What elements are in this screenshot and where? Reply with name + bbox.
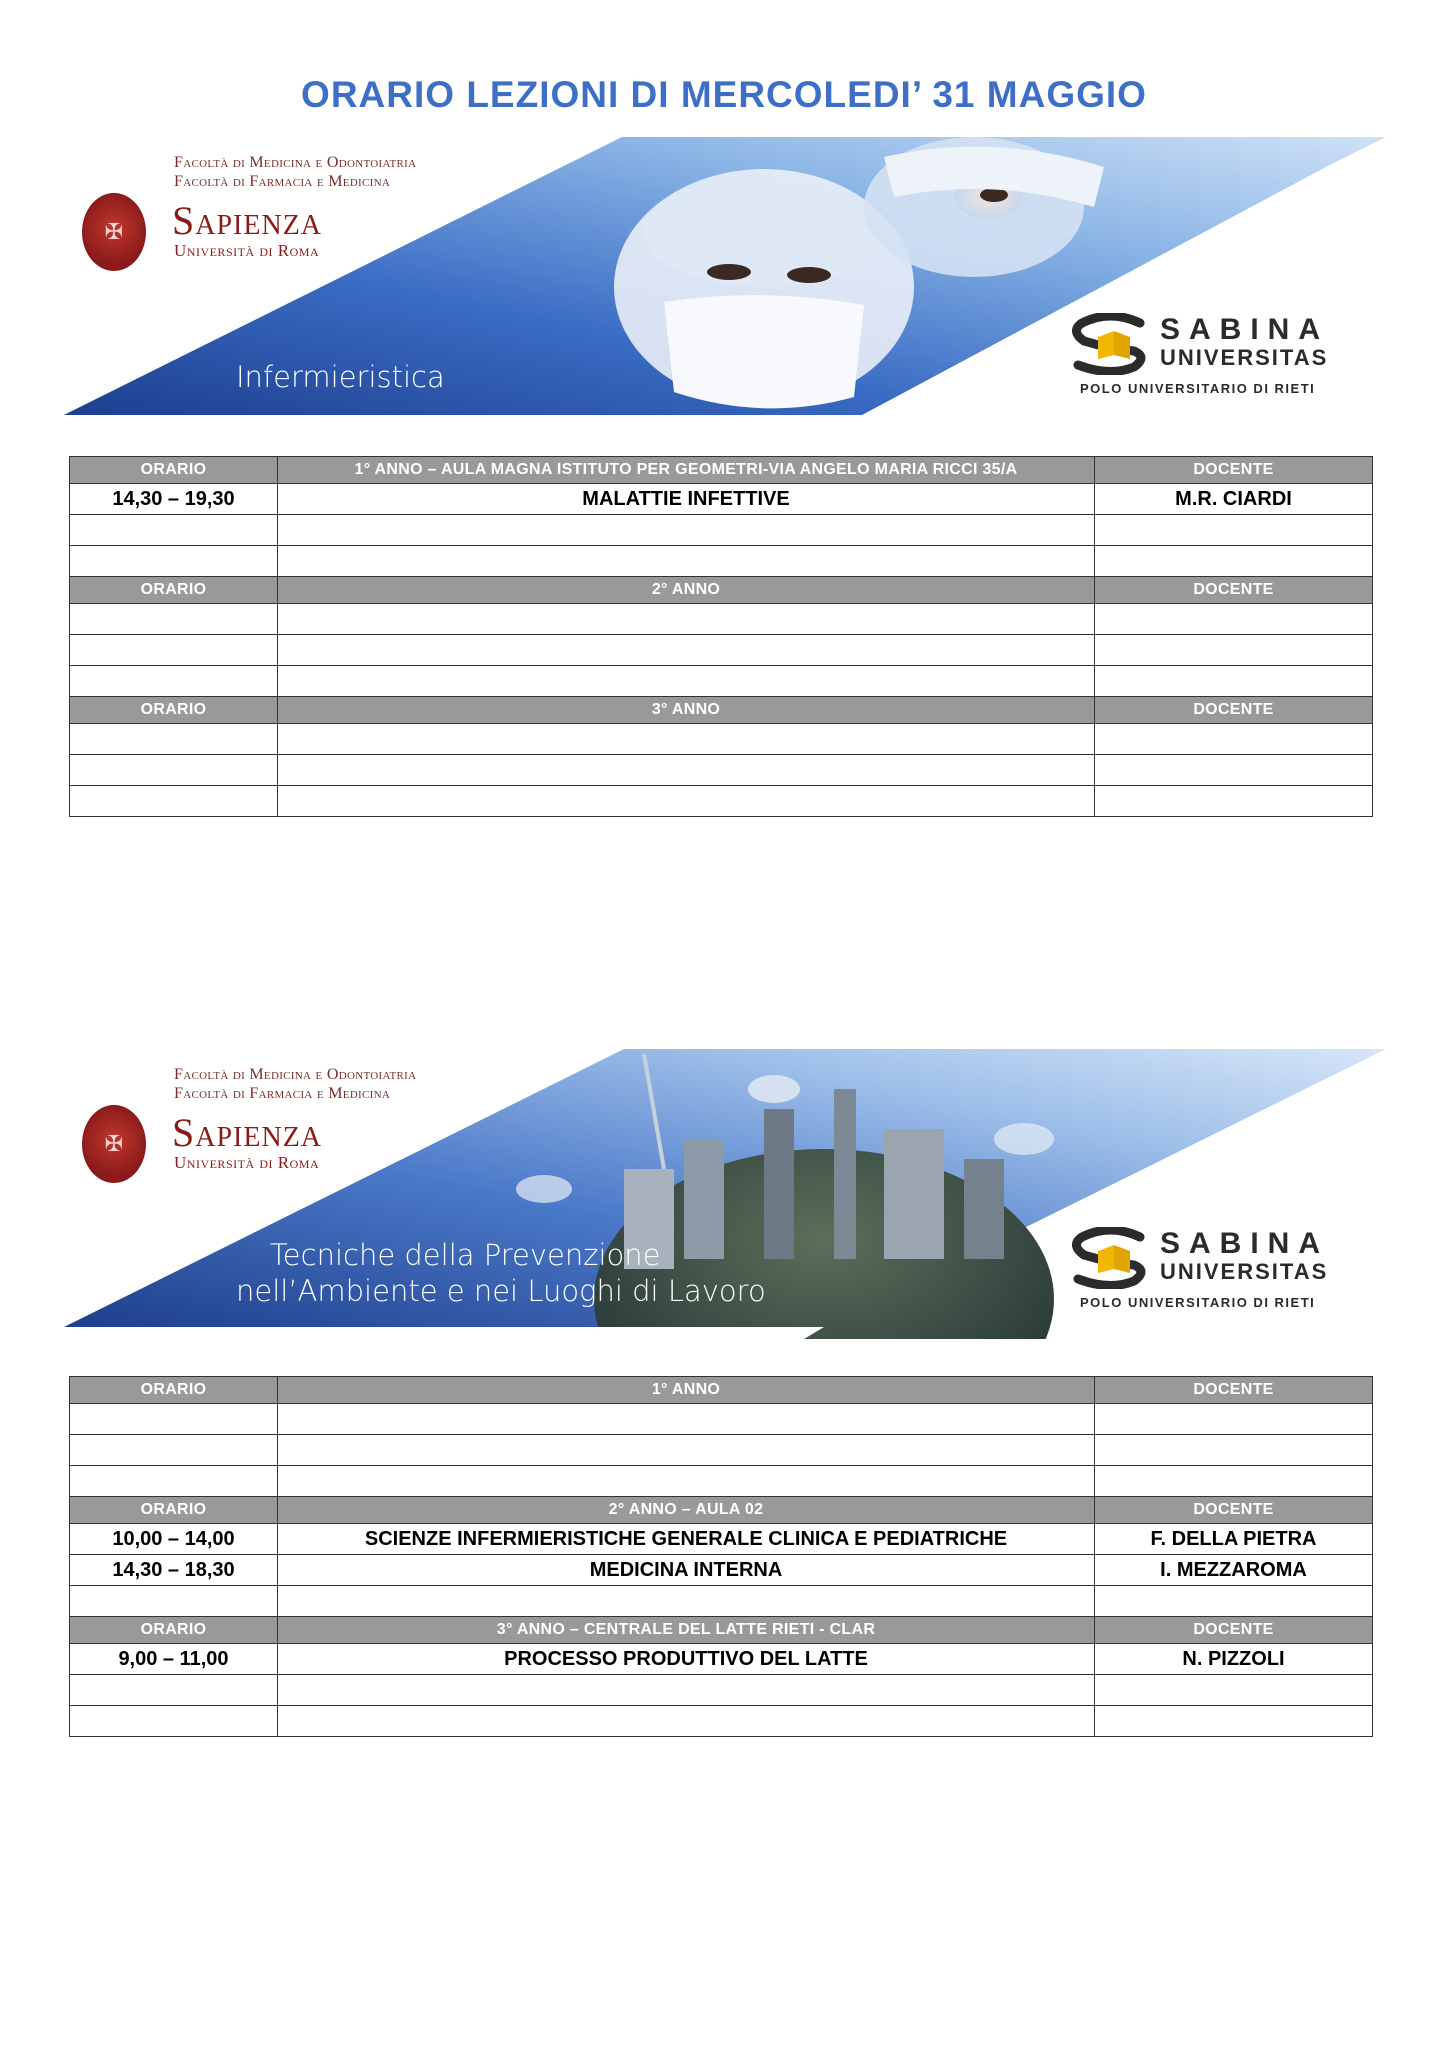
table-header-row [70, 577, 1373, 604]
cell-docente [1095, 786, 1373, 817]
table-row [70, 786, 1373, 817]
faculty-line-2: Facoltà di Farmacia e Medicina [174, 1085, 391, 1102]
table-row [70, 635, 1373, 666]
cell-lezione [278, 1586, 1095, 1617]
header-docente: DOCENTE [1095, 1617, 1373, 1644]
faculty-lines [174, 1065, 416, 1103]
university-name: Sapienza [172, 198, 323, 243]
cell-docente: I. MEZZAROMA [1095, 1555, 1373, 1586]
header-anno: 3° ANNO – CENTRALE DEL LATTE RIETI - CLAR [278, 1617, 1095, 1644]
table-row [70, 1466, 1373, 1497]
table-row [70, 1524, 1373, 1555]
course-banner-prevenzione [64, 1049, 1404, 1339]
course-name-line-1: Tecniche della Prevenzione [270, 1238, 661, 1272]
cell-lezione [278, 1706, 1095, 1737]
partner-subname: UNIVERSITAS [1160, 345, 1329, 370]
sapienza-seal-icon: ✠ [82, 193, 146, 271]
table-row [70, 1644, 1373, 1675]
header-docente: DOCENTE [1095, 577, 1373, 604]
partner-name: SABINA [1160, 313, 1330, 346]
cell-orario [70, 786, 278, 817]
cell-docente: M.R. CIARDI [1095, 484, 1373, 515]
header-docente: DOCENTE [1095, 1377, 1373, 1404]
schedule-table-infermieristica [69, 456, 1373, 817]
cell-docente [1095, 1466, 1373, 1497]
cell-docente [1095, 515, 1373, 546]
table-row [70, 515, 1373, 546]
table-row [70, 1404, 1373, 1435]
cell-lezione [278, 666, 1095, 697]
course-name-line-1: Infermieristica [236, 360, 445, 394]
cell-orario: 14,30 – 18,30 [70, 1555, 278, 1586]
table-header-row [70, 1617, 1373, 1644]
cell-docente: F. DELLA PIETRA [1095, 1524, 1373, 1555]
faculty-lines [174, 153, 416, 191]
cell-docente [1095, 1706, 1373, 1737]
university-city: Università di Roma [174, 241, 320, 260]
cell-docente [1095, 635, 1373, 666]
cell-docente [1095, 755, 1373, 786]
cell-orario [70, 1435, 278, 1466]
cell-orario [70, 604, 278, 635]
course-name [236, 359, 445, 395]
university-city: Università di Roma [174, 1153, 320, 1172]
header-anno: 2° ANNO [278, 577, 1095, 604]
table-row [70, 1675, 1373, 1706]
table-row [70, 1555, 1373, 1586]
header-anno: 3° ANNO [278, 697, 1095, 724]
cell-docente [1095, 724, 1373, 755]
university-name: Sapienza [172, 1110, 323, 1155]
sabina-book-icon [1070, 313, 1148, 375]
table-row [70, 484, 1373, 515]
table-row [70, 546, 1373, 577]
cell-docente [1095, 1404, 1373, 1435]
cell-orario: 14,30 – 19,30 [70, 484, 278, 515]
faculty-line-2: Facoltà di Farmacia e Medicina [174, 173, 391, 190]
partner-tagline: POLO UNIVERSITARIO DI RIETI [1080, 381, 1316, 396]
cell-orario [70, 546, 278, 577]
cell-orario [70, 1404, 278, 1435]
header-orario: ORARIO [70, 457, 278, 484]
table-row [70, 666, 1373, 697]
cell-orario [70, 515, 278, 546]
header-anno: 1° ANNO – AULA MAGNA ISTITUTO PER GEOMETRI-VIA ANGELO MARIA RICCI 35/A [278, 457, 1095, 484]
header-docente: DOCENTE [1095, 457, 1373, 484]
sabina-book-icon [1070, 1227, 1148, 1289]
cell-orario: 9,00 – 11,00 [70, 1644, 278, 1675]
cell-docente [1095, 604, 1373, 635]
table-header-row [70, 1497, 1373, 1524]
cell-lezione [278, 786, 1095, 817]
sabina-universitas-logo [1070, 313, 1370, 396]
header-orario: ORARIO [70, 1617, 278, 1644]
partner-name: SABINA [1160, 1227, 1330, 1260]
cell-orario [70, 724, 278, 755]
partner-subname: UNIVERSITAS [1160, 1259, 1329, 1284]
header-orario: ORARIO [70, 1377, 278, 1404]
cell-lezione: MEDICINA INTERNA [278, 1555, 1095, 1586]
cell-lezione: SCIENZE INFERMIERISTICHE GENERALE CLINICA E PEDIATRICHE [278, 1524, 1095, 1555]
cell-orario [70, 635, 278, 666]
cell-lezione [278, 1675, 1095, 1706]
cell-docente [1095, 666, 1373, 697]
cell-orario [70, 1675, 278, 1706]
sabina-universitas-logo [1070, 1227, 1370, 1310]
cell-orario [70, 755, 278, 786]
cell-lezione [278, 515, 1095, 546]
header-anno: 1° ANNO [278, 1377, 1095, 1404]
table-row [70, 755, 1373, 786]
table-header-row [70, 697, 1373, 724]
table-row [70, 1586, 1373, 1617]
cell-lezione [278, 1466, 1095, 1497]
cell-lezione [278, 635, 1095, 666]
header-docente: DOCENTE [1095, 697, 1373, 724]
table-row [70, 724, 1373, 755]
header-orario: ORARIO [70, 697, 278, 724]
header-docente: DOCENTE [1095, 1497, 1373, 1524]
table-header-row [70, 1377, 1373, 1404]
table-row [70, 604, 1373, 635]
cell-docente [1095, 1675, 1373, 1706]
faculty-line-1: Facoltà di Medicina e Odontoiatria [174, 154, 417, 171]
cell-docente [1095, 1586, 1373, 1617]
schedule-table-prevenzione [69, 1376, 1373, 1737]
cell-orario [70, 1466, 278, 1497]
cell-lezione [278, 755, 1095, 786]
cell-orario [70, 1586, 278, 1617]
cell-lezione: MALATTIE INFETTIVE [278, 484, 1095, 515]
header-orario: ORARIO [70, 577, 278, 604]
cell-docente: N. PIZZOLI [1095, 1644, 1373, 1675]
cell-orario [70, 666, 278, 697]
cell-docente [1095, 546, 1373, 577]
partner-tagline: POLO UNIVERSITARIO DI RIETI [1080, 1295, 1316, 1310]
cell-lezione [278, 546, 1095, 577]
header-orario: ORARIO [70, 1497, 278, 1524]
page-title: ORARIO LEZIONI DI MERCOLEDI’ 31 MAGGIO [301, 74, 1147, 115]
cell-orario [70, 1706, 278, 1737]
table-row [70, 1706, 1373, 1737]
cell-lezione [278, 1404, 1095, 1435]
course-name [236, 1237, 766, 1309]
cell-lezione [278, 724, 1095, 755]
cell-lezione [278, 604, 1095, 635]
sapienza-seal-icon: ✠ [82, 1105, 146, 1183]
course-banner-infermieristica [64, 137, 1404, 427]
cell-orario: 10,00 – 14,00 [70, 1524, 278, 1555]
table-row [70, 1435, 1373, 1466]
table-header-row [70, 457, 1373, 484]
header-anno: 2° ANNO – AULA 02 [278, 1497, 1095, 1524]
course-name-line-2: nell’Ambiente e nei Luoghi di Lavoro [236, 1274, 766, 1308]
faculty-line-1: Facoltà di Medicina e Odontoiatria [174, 1066, 417, 1083]
cell-lezione: PROCESSO PRODUTTIVO DEL LATTE [278, 1644, 1095, 1675]
cell-docente [1095, 1435, 1373, 1466]
cell-lezione [278, 1435, 1095, 1466]
